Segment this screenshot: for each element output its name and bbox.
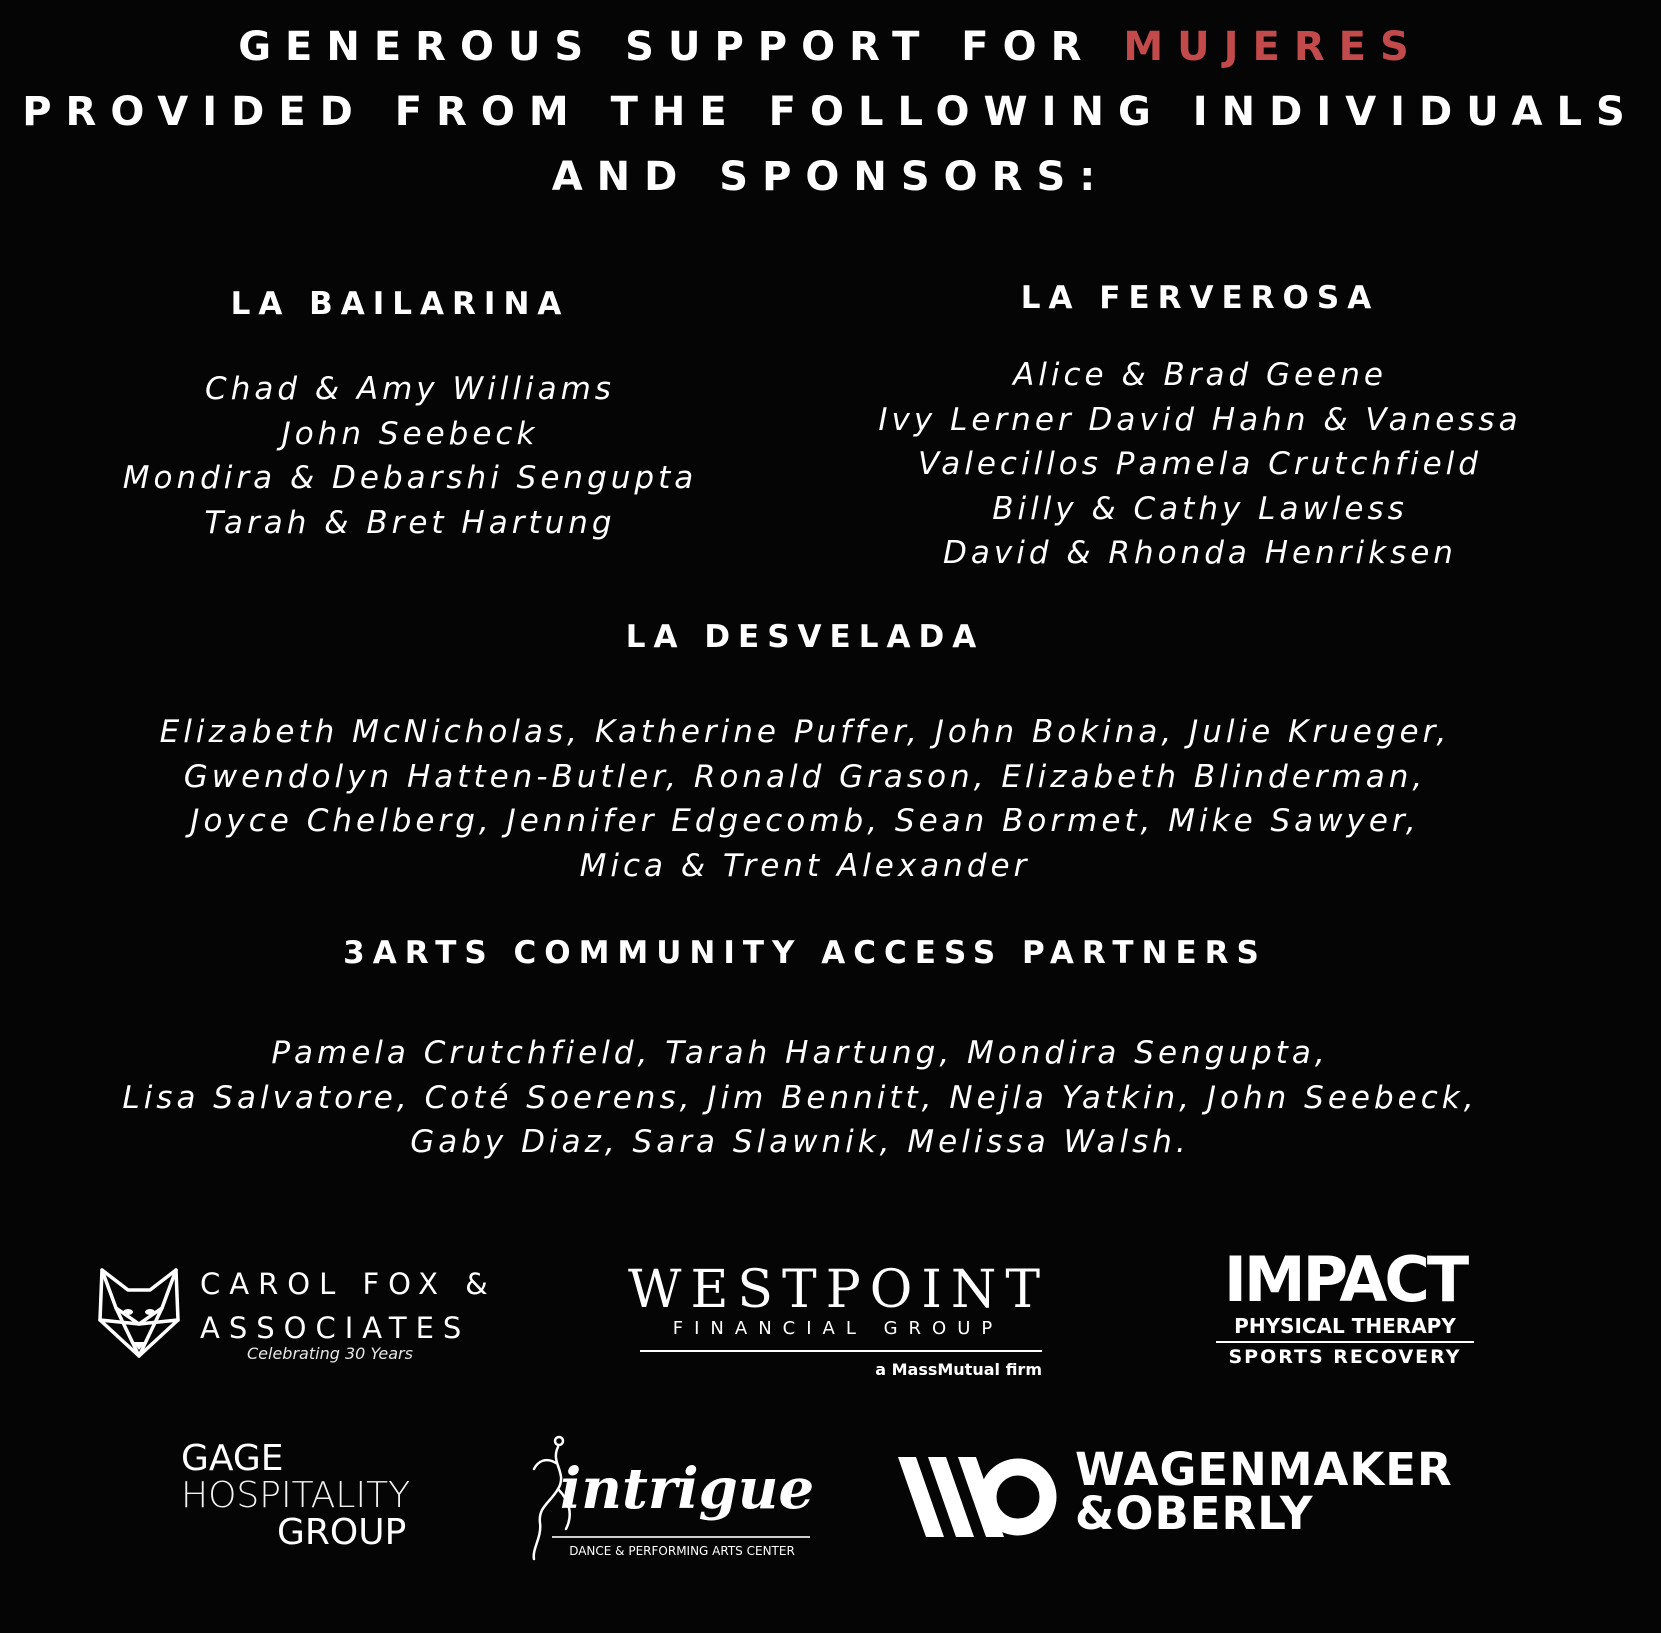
- intrigue-name: intrigue: [560, 1456, 815, 1522]
- wo-monogram-icon: [898, 1455, 1062, 1539]
- westpoint-subtitle: FINANCIAL GROUP: [672, 1318, 1004, 1339]
- name-line: Tarah & Bret Hartung: [204, 504, 616, 541]
- heading-line-1: [0, 24, 1661, 70]
- westpoint-name: WESTPOINT: [628, 1260, 1050, 1320]
- name-line: Pamela Crutchfield, Tarah Hartung, Mondira Sengupta,: [271, 1035, 1329, 1071]
- intrigue-subtitle: DANCE & PERFORMING ARTS CENTER: [569, 1544, 795, 1558]
- name-line: Billy & Cathy Lawless: [992, 490, 1408, 527]
- carol-fox-line-2: ASSOCIATES: [200, 1311, 471, 1345]
- name-line: Ivy Lerner David Hahn & Vanessa: [878, 401, 1522, 438]
- ferverosa-names: [860, 353, 1540, 576]
- desvelada-names: [0, 710, 1610, 888]
- carol-fox-name: [200, 1262, 497, 1350]
- name-line: Lisa Salvatore, Coté Soerens, Jim Bennitt, Nejla Yatkin, John Seebeck,: [122, 1079, 1478, 1116]
- heading-accent-mujeres: MUJERES: [1123, 24, 1423, 70]
- impact-line-3: SPORTS RECOVERY: [1228, 1346, 1462, 1368]
- westpoint-divider: [640, 1350, 1042, 1352]
- gage-line-3: GROUP: [277, 1512, 407, 1553]
- name-line: Valecillos Pamela Crutchfield: [918, 446, 1482, 482]
- name-line: John Seebeck: [281, 415, 539, 452]
- carol-fox-tagline: Celebrating 30 Years: [247, 1344, 413, 1363]
- partners-names: [0, 1031, 1600, 1165]
- section-title-desvelada: LA DESVELADA: [625, 619, 985, 655]
- name-line: Chad & Amy Williams: [205, 371, 615, 407]
- carol-fox-line-1: CAROL FOX &: [200, 1267, 497, 1301]
- heading-line-2: PROVIDED FROM THE FOLLOWING INDIVIDUALS: [22, 89, 1639, 135]
- westpoint-tagline: a MassMutual firm: [875, 1360, 1042, 1379]
- name-line: Gaby Diaz, Sara Slawnik, Melissa Walsh.: [410, 1124, 1190, 1160]
- impact-line-2: PHYSICAL THERAPY: [1234, 1314, 1456, 1338]
- name-line: Mondira & Debarshi Sengupta: [122, 460, 698, 496]
- gage-line-2: HOSPITALITY: [181, 1475, 411, 1516]
- heading-prefix: GENEROUS SUPPORT FOR: [238, 24, 1096, 70]
- name-line: Alice & Brad Geene: [1013, 357, 1387, 393]
- name-line: Mica & Trent Alexander: [579, 847, 1031, 884]
- wagenmaker-name: [1075, 1443, 1453, 1540]
- fox-icon: [94, 1262, 184, 1360]
- section-title-bailarina: LA BAILARINA: [230, 286, 570, 322]
- impact-name: IMPACT: [1223, 1243, 1467, 1316]
- section-title-ferverosa: LA FERVEROSA: [1020, 280, 1380, 316]
- name-line: Elizabeth McNicholas, Katherine Puffer, John Bokina, Julie Krueger,: [159, 714, 1451, 750]
- name-line: Gwendolyn Hatten-Butler, Ronald Grason, Elizabeth Blinderman,: [183, 758, 1427, 795]
- gage-line-1: GAGE: [181, 1438, 284, 1479]
- heading-line-3: AND SPONSORS:: [551, 154, 1110, 200]
- bailarina-names: [100, 367, 720, 545]
- impact-divider: [1216, 1341, 1474, 1343]
- name-line: Joyce Chelberg, Jennifer Edgecomb, Sean Bormet, Mike Sawyer,: [190, 803, 1420, 839]
- name-line: David & Rhonda Henriksen: [943, 535, 1457, 571]
- intrigue-divider: [552, 1536, 810, 1538]
- section-title-partners: 3ARTS COMMUNITY ACCESS PARTNERS: [343, 935, 1267, 971]
- wagenmaker-line-1: WAGENMAKER: [1075, 1443, 1453, 1496]
- wagenmaker-line-2: &OBERLY: [1075, 1487, 1314, 1540]
